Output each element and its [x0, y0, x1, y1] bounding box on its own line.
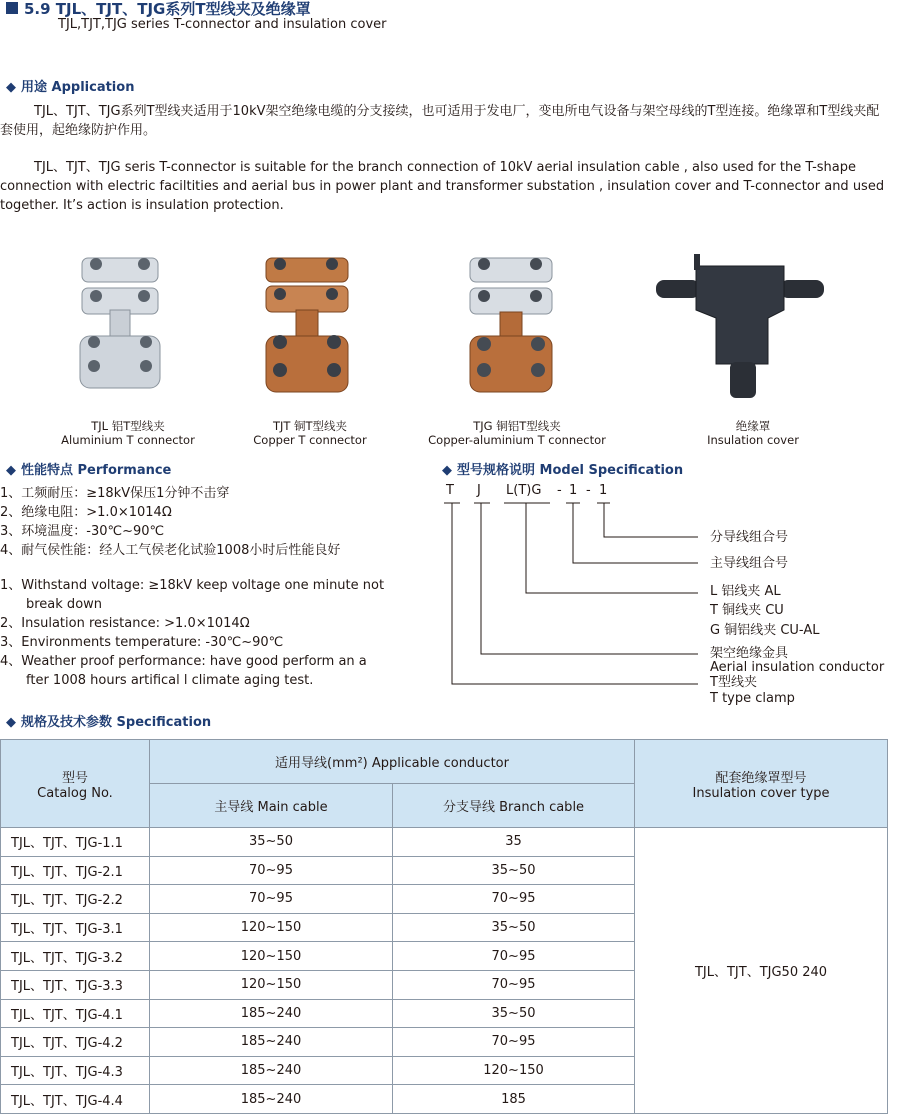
cell-branch: 70~95 [393, 942, 635, 971]
diamond-icon: ◆ [6, 463, 16, 478]
model-label-clamp-cn: T型线夹 [710, 675, 757, 690]
cell-main: 70~95 [150, 856, 393, 885]
cell-branch: 70~95 [393, 885, 635, 914]
header-square-icon [6, 2, 18, 14]
specification-table [0, 739, 888, 1114]
product-caption-en: Copper T connector [253, 433, 367, 447]
performance-item: 3、Environments temperature: -30℃~90℃ [0, 635, 284, 650]
diamond-icon: ◆ [442, 463, 452, 478]
header-cover-en: Insulation cover type [692, 785, 830, 801]
cell-branch: 35~50 [393, 913, 635, 942]
model-label-al: L 铝线夹 AL [710, 584, 781, 599]
cell-catalog: TJL、TJT、TJG-2.2 [1, 885, 150, 914]
cell-main: 185~240 [150, 1028, 393, 1057]
model-spec-connector-lines [440, 500, 710, 690]
performance-heading-text: 性能特点 Performance [21, 463, 172, 478]
table-row [1, 828, 888, 857]
cell-catalog: TJL、TJT、TJG-4.1 [1, 999, 150, 1028]
model-label-aerial-cn: 架空绝缘金具 [710, 646, 789, 661]
product-caption-cn: 绝缘罩 [735, 419, 771, 433]
copper-aluminium-t-connector-image [466, 252, 556, 400]
performance-item: 4、Weather proof performance: have good perform an a [0, 654, 367, 669]
cell-catalog: TJL、TJT、TJG-4.2 [1, 1028, 150, 1057]
performance-item: fter 1008 hours artifical l climate aging test. [26, 673, 314, 688]
product-caption-cn: TJG 铜铝T型线夹 [473, 419, 561, 433]
model-code-dash: - [557, 483, 562, 498]
performance-item: 1、Withstand voltage: ≥18kV keep voltage one minute not [0, 578, 385, 593]
application-heading [6, 76, 134, 95]
product-caption-insulation-cover [673, 419, 833, 447]
model-code-branch: 1 [599, 483, 608, 498]
cell-main: 185~240 [150, 1056, 393, 1085]
product-caption-cn: TJL 铝T型线夹 [91, 419, 165, 433]
performance-item: 3、环境温度：-30℃~90℃ [0, 524, 165, 539]
model-code-j: J [477, 483, 481, 498]
performance-list-cn [0, 484, 340, 560]
model-code-dash: - [586, 483, 591, 498]
model-label-aerial-en: Aerial insulation conductor [710, 660, 885, 675]
header-cover-cn: 配套绝缘罩型号 [715, 770, 807, 786]
header-catalog [1, 740, 150, 828]
cell-catalog: TJL、TJT、TJG-1.1 [1, 828, 150, 857]
cell-main: 120~150 [150, 942, 393, 971]
header-cover-type [635, 740, 888, 828]
cell-catalog: TJL、TJT、TJG-3.2 [1, 942, 150, 971]
header-branch-cable: 分支导线 Branch cable [393, 784, 635, 828]
cell-catalog: TJL、TJT、TJG-3.3 [1, 970, 150, 999]
product-caption-copper [220, 419, 400, 447]
performance-list-en [0, 576, 384, 690]
product-caption-en: Aluminium T connector [61, 433, 195, 447]
cell-branch: 35 [393, 828, 635, 857]
model-code-material: L(T)G [506, 483, 542, 498]
header-conductor: 适用导线(mm²) Applicable conductor [150, 740, 635, 784]
copper-t-connector-image [262, 254, 352, 400]
product-caption-en: Insulation cover [707, 433, 799, 447]
cell-branch: 35~50 [393, 999, 635, 1028]
model-code-t: T [446, 483, 454, 498]
application-paragraph-cn: TJL、TJT、TJG系列T型线夹适用于10kV架空绝缘电缆的分支接续，也可适用于发电厂，变电所电气设备与架空母线的T型连接。绝缘罩和T型线夹配套使用，起绝缘防护作用。 [0, 104, 880, 138]
insulation-cover-image [656, 252, 826, 402]
model-label-cu: T 铜线夹 CU [710, 603, 784, 618]
diamond-icon: ◆ [6, 715, 16, 730]
model-code-main: 1 [569, 483, 578, 498]
product-caption-cn: TJT 铜T型线夹 [272, 419, 348, 433]
cell-main: 120~150 [150, 970, 393, 999]
cell-cover-type: TJL、TJT、TJG50 240 [635, 828, 888, 1114]
diamond-icon: ◆ [6, 80, 16, 95]
page-subtitle: TJL,TJT,TJG series T-connector and insulation cover [58, 17, 387, 32]
cell-main: 120~150 [150, 913, 393, 942]
performance-item: 2、Insulation resistance: >1.0×1014Ω [0, 616, 250, 631]
cell-catalog: TJL、TJT、TJG-3.1 [1, 913, 150, 942]
cell-catalog: TJL、TJT、TJG-2.1 [1, 856, 150, 885]
product-caption-en: Copper-aluminium T connector [428, 433, 606, 447]
cell-branch: 70~95 [393, 970, 635, 999]
cell-branch: 185 [393, 1085, 635, 1114]
header-main-cable: 主导线 Main cable [150, 784, 393, 828]
model-label-main: 主导线组合号 [710, 556, 789, 571]
cell-branch: 120~150 [393, 1056, 635, 1085]
model-spec-heading [442, 459, 683, 478]
cell-main: 185~240 [150, 1085, 393, 1114]
cell-catalog: TJL、TJT、TJG-4.3 [1, 1056, 150, 1085]
specification-heading [6, 711, 211, 730]
cell-branch: 35~50 [393, 856, 635, 885]
header-catalog-en: Catalog No. [37, 785, 113, 801]
performance-item: 4、耐气侯性能：经人工气侯老化试验1008小时后性能良好 [0, 543, 341, 558]
product-caption-copper-aluminium [412, 419, 622, 447]
cell-main: 35~50 [150, 828, 393, 857]
header-catalog-cn: 型号 [61, 770, 88, 786]
model-spec-heading-text: 型号规格说明 Model Specification [457, 463, 684, 478]
performance-heading [6, 459, 171, 478]
performance-item: 1、工频耐压：≥18kV保压1分钟不击穿 [0, 486, 230, 501]
cell-catalog: TJL、TJT、TJG-4.4 [1, 1085, 150, 1114]
product-caption-aluminium [38, 419, 218, 447]
model-label-branch: 分导线组合号 [710, 530, 789, 545]
page-title: 5.9 TJL、TJT、TJG系列T型线夹及绝缘罩 [24, 0, 311, 18]
model-label-cual: G 铜铝线夹 CU-AL [710, 623, 820, 638]
performance-item: break down [26, 597, 103, 612]
cell-main: 70~95 [150, 885, 393, 914]
model-label-clamp-en: T type clamp [710, 691, 795, 706]
aluminium-t-connector-image [78, 250, 162, 400]
cell-main: 185~240 [150, 999, 393, 1028]
application-heading-text: 用途 Application [21, 80, 135, 95]
cell-branch: 70~95 [393, 1028, 635, 1057]
performance-item: 2、绝缘电阻：>1.0×1014Ω [0, 505, 172, 520]
application-paragraph-en: TJL、TJT、TJG seris T-connector is suitable for the branch connection of 10kV aerial insulation cable , also used for the T-shape connection with electric faciltities and aerial bus in power plant and transformer substation , insulation cover and T-connector and used together. It’s action is insulation protection. [0, 160, 885, 213]
specification-heading-text: 规格及技术参数 Specification [21, 715, 212, 730]
